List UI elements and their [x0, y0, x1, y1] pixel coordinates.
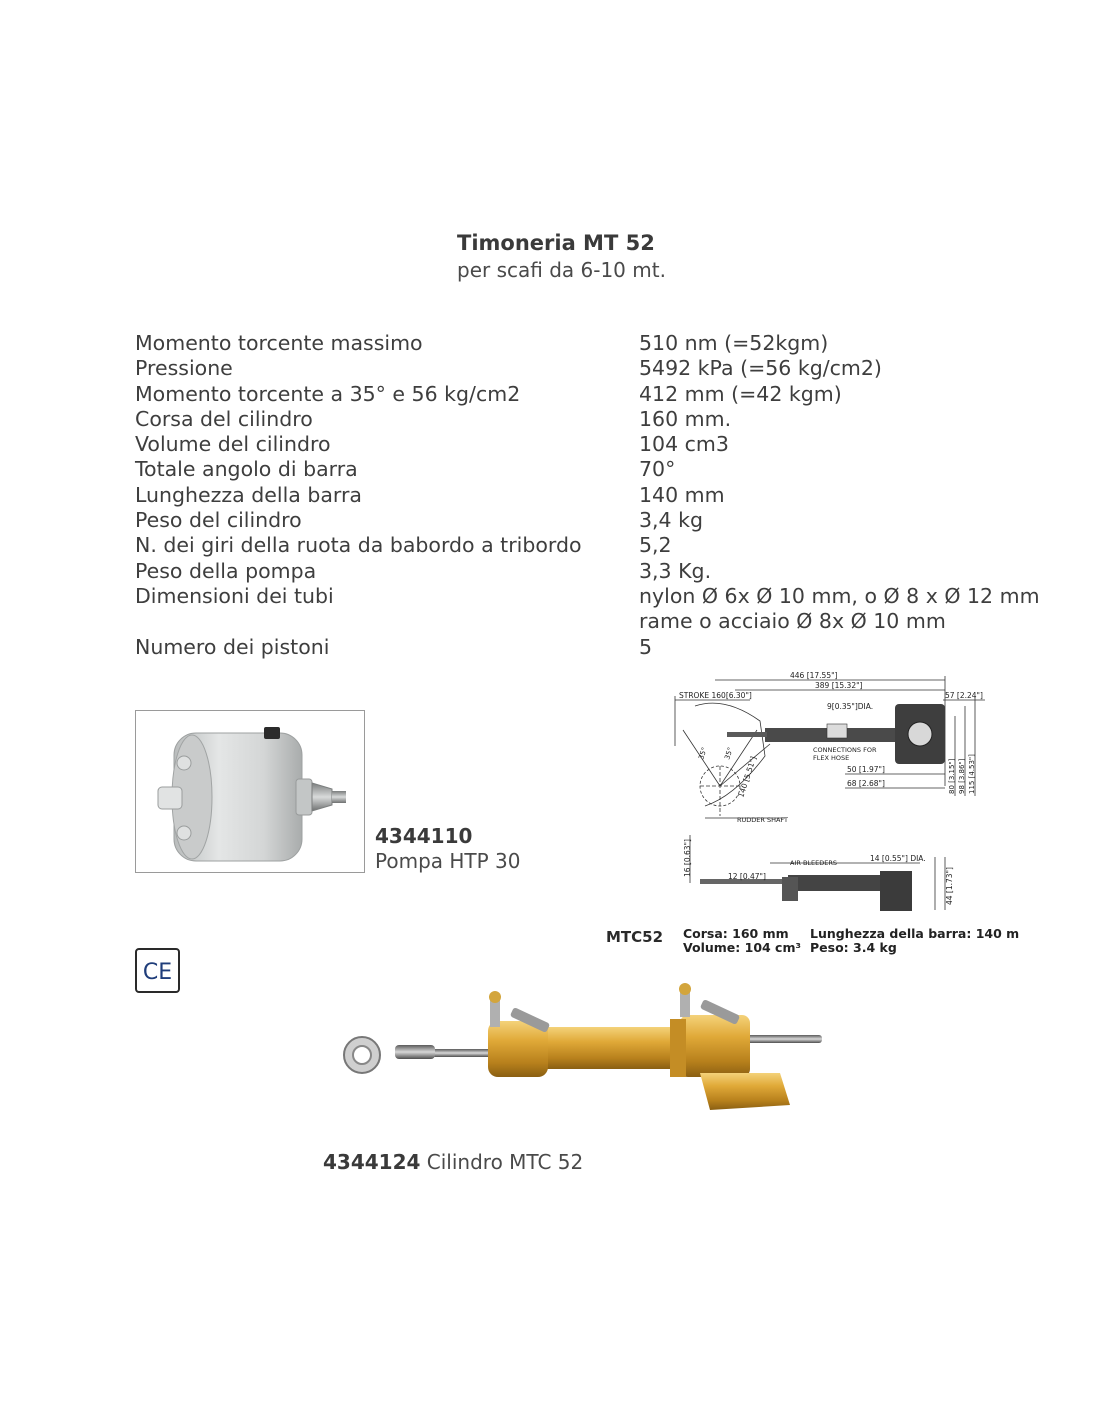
pump-photo [135, 710, 365, 873]
drawing-specs-left [683, 927, 801, 955]
spec-value: 5,2 [639, 533, 672, 558]
stroke-label: STROKE 160[6.30"] [679, 691, 752, 700]
product-subtitle: per scafi da 6-10 mt. [457, 258, 666, 282]
spec-row [135, 356, 1055, 381]
ce-mark-icon [137, 950, 178, 991]
spec-row [135, 382, 1055, 407]
spec-row [135, 483, 1055, 508]
spec-value: 510 nm (=52kgm) [639, 331, 829, 355]
dim-80: 80 [3.15"] [948, 758, 956, 794]
spec-row [135, 432, 1055, 457]
spec-row [135, 533, 1055, 558]
spec-value-line: rame o acciaio Ø 8x Ø 10 mm [639, 609, 946, 634]
spec-value: 160 mm. [639, 406, 732, 431]
cylinder-code: 4344124 [323, 1150, 421, 1174]
spec-label: Momento torcente a 35° e 56 kg/cm2 [135, 381, 521, 406]
spec-value-line: nylon Ø 6x Ø 10 mm, o Ø 8 x Ø 12 mm [639, 583, 1040, 608]
drawing-lunghezza: Lunghezza della barra: 140 m [810, 926, 1020, 941]
spec-label: N. dei giri della ruota da babordo a tribordo [135, 533, 582, 558]
pump-code: 4344110 [375, 824, 473, 848]
spec-value: 104 cm3 [639, 432, 729, 457]
spec-row [135, 559, 1055, 584]
cylinder-photo [340, 985, 825, 1120]
cylinder-caption [323, 1150, 583, 1174]
spec-label: Volume del cilindro [135, 432, 331, 457]
technical-drawing-bottom [680, 835, 980, 925]
rudder-shaft-label: RUDDER SHAFT [737, 816, 789, 824]
angle-35-left: 35° [697, 746, 709, 761]
drawing-corsa: Corsa: 160 mm [683, 926, 789, 941]
spec-label: Peso della pompa [135, 558, 317, 583]
spec-label: Lunghezza della barra [135, 482, 362, 507]
spec-value: 5 [639, 634, 653, 659]
drawing-model-label: MTC52 [606, 928, 664, 946]
spec-row [135, 407, 1055, 432]
angle-35-right: 35° [723, 746, 735, 761]
spec-value: 70° [639, 457, 676, 482]
spec-row [135, 457, 1055, 482]
dim-16: 16 [0.63"] [683, 839, 692, 877]
dim-44: 44 [1.73"] [945, 867, 954, 905]
connections-label: CONNECTIONS FOR [813, 746, 877, 754]
dim-98: 98 [3.86"] [958, 758, 966, 794]
spec-label: Corsa del cilindro [135, 406, 313, 431]
air-bleeders-label: AIR BLEEDERS [790, 859, 837, 867]
drawing-volume: Volume: 104 cm³ [683, 940, 801, 955]
dim-140: 140 [5.51"] [736, 755, 759, 799]
spec-label: Peso del cilindro [135, 508, 302, 533]
dim-115: 115 [4.53"] [968, 754, 976, 794]
pump-illustration [136, 711, 364, 872]
dim-12: 12 [0.47"] [728, 872, 766, 881]
pump-name: Pompa HTP 30 [375, 849, 521, 873]
spec-row [135, 508, 1055, 533]
cylinder-name: Cilindro MTC 52 [426, 1150, 584, 1174]
spec-value: 3,3 Kg. [639, 558, 712, 583]
spec-value: 3,4 kg [639, 508, 704, 533]
spec-row [135, 635, 1055, 660]
product-title: Timoneria MT 52 [457, 231, 655, 255]
spec-value: 140 mm [639, 482, 725, 507]
dia-14: 14 [0.55"] DIA. [870, 854, 926, 863]
flex-hose-label: FLEX HOSE [813, 754, 850, 762]
dim-57: 57 [2.24"] [945, 691, 983, 700]
dim-68: 68 [2.68"] [847, 779, 885, 788]
dim-446: 446 [17.55"] [790, 671, 838, 680]
drawing-peso: Peso: 3.4 kg [810, 940, 897, 955]
drawing-specs-right [810, 926, 1020, 955]
spec-table [135, 331, 1055, 660]
spec-label: Numero dei pistoni [135, 634, 330, 659]
dim-389: 389 [15.32"] [815, 681, 863, 690]
spec-row [135, 584, 1055, 635]
spec-value: 412 mm (=42 kgm) [639, 381, 842, 406]
dia-9: 9[0.35"]DIA. [827, 702, 874, 711]
ce-mark-text: CE [142, 960, 173, 985]
spec-label: Momento torcente massimo [135, 331, 423, 355]
spec-value [639, 584, 1055, 635]
spec-label: Pressione [135, 356, 233, 381]
ce-mark [135, 948, 180, 993]
technical-drawing-top [665, 666, 1000, 831]
spec-row [135, 331, 1055, 356]
spec-value: 5492 kPa (=56 kg/cm2) [639, 356, 882, 381]
spec-label: Totale angolo di barra [135, 457, 358, 482]
dim-50: 50 [1.97"] [847, 765, 885, 774]
spec-label: Dimensioni dei tubi [135, 583, 334, 608]
